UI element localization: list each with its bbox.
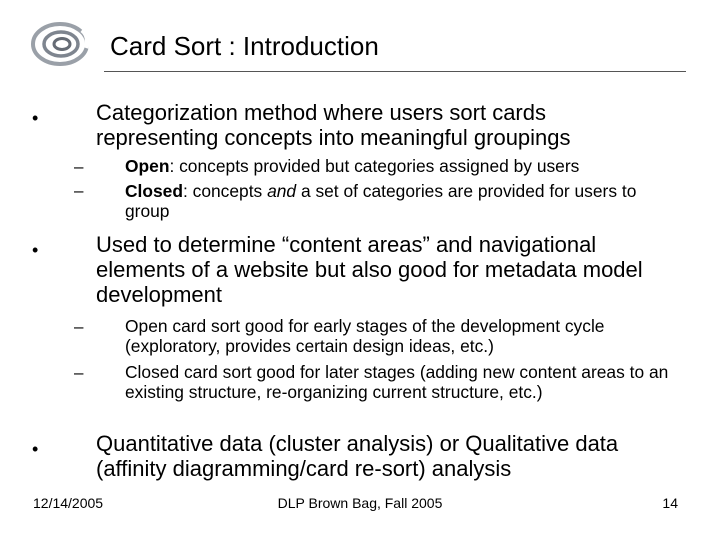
bullet-3: Quantitative data (cluster analysis) or Qualitative data (affinity diagramming/card re-sort) analysis: [96, 431, 619, 482]
footer-center: DLP Brown Bag, Fall 2005: [277, 495, 443, 511]
bullet-2-sub-1: Open card sort good for early stages of the development cycle (exploratory, provides certain design ideas, etc.): [125, 316, 605, 357]
bullet-1-sub-1: [125, 156, 685, 176]
footer-date: 12/14/2005: [33, 495, 104, 511]
bullet-1: Categorization method where users sort cards representing concepts into meaningful groupings: [96, 100, 571, 151]
bullet-2: Used to determine “content areas” and navigational elements of a website but also good for metadata model development: [96, 232, 643, 308]
closed-emphasis: and: [267, 181, 297, 201]
page-number: 14: [662, 495, 678, 511]
open-description: : concepts provided but categories assigned by users: [169, 156, 580, 176]
title-divider: [104, 71, 686, 72]
bullet-marker: •: [32, 240, 39, 260]
dash-marker: –: [74, 157, 84, 176]
dash-marker: –: [74, 317, 84, 336]
dash-marker: –: [74, 363, 84, 382]
bullet-marker: •: [32, 439, 39, 459]
open-term: Open: [125, 156, 170, 176]
closed-description-part: : concepts: [182, 181, 268, 201]
closed-term: Closed: [125, 181, 183, 201]
spiral-logo-icon: [30, 18, 96, 70]
closed-description-rest: a set of categories are provided for users to group: [125, 181, 637, 222]
bullet-marker: •: [32, 108, 39, 128]
bullet-1-sub-2: [125, 181, 685, 222]
slide-title: Card Sort : Introduction: [110, 31, 379, 61]
bullet-2-sub-2: Closed card sort good for later stages (adding new content areas to an existing structure, re-organizing current structure, etc.): [125, 362, 669, 403]
dash-marker: –: [74, 181, 84, 200]
